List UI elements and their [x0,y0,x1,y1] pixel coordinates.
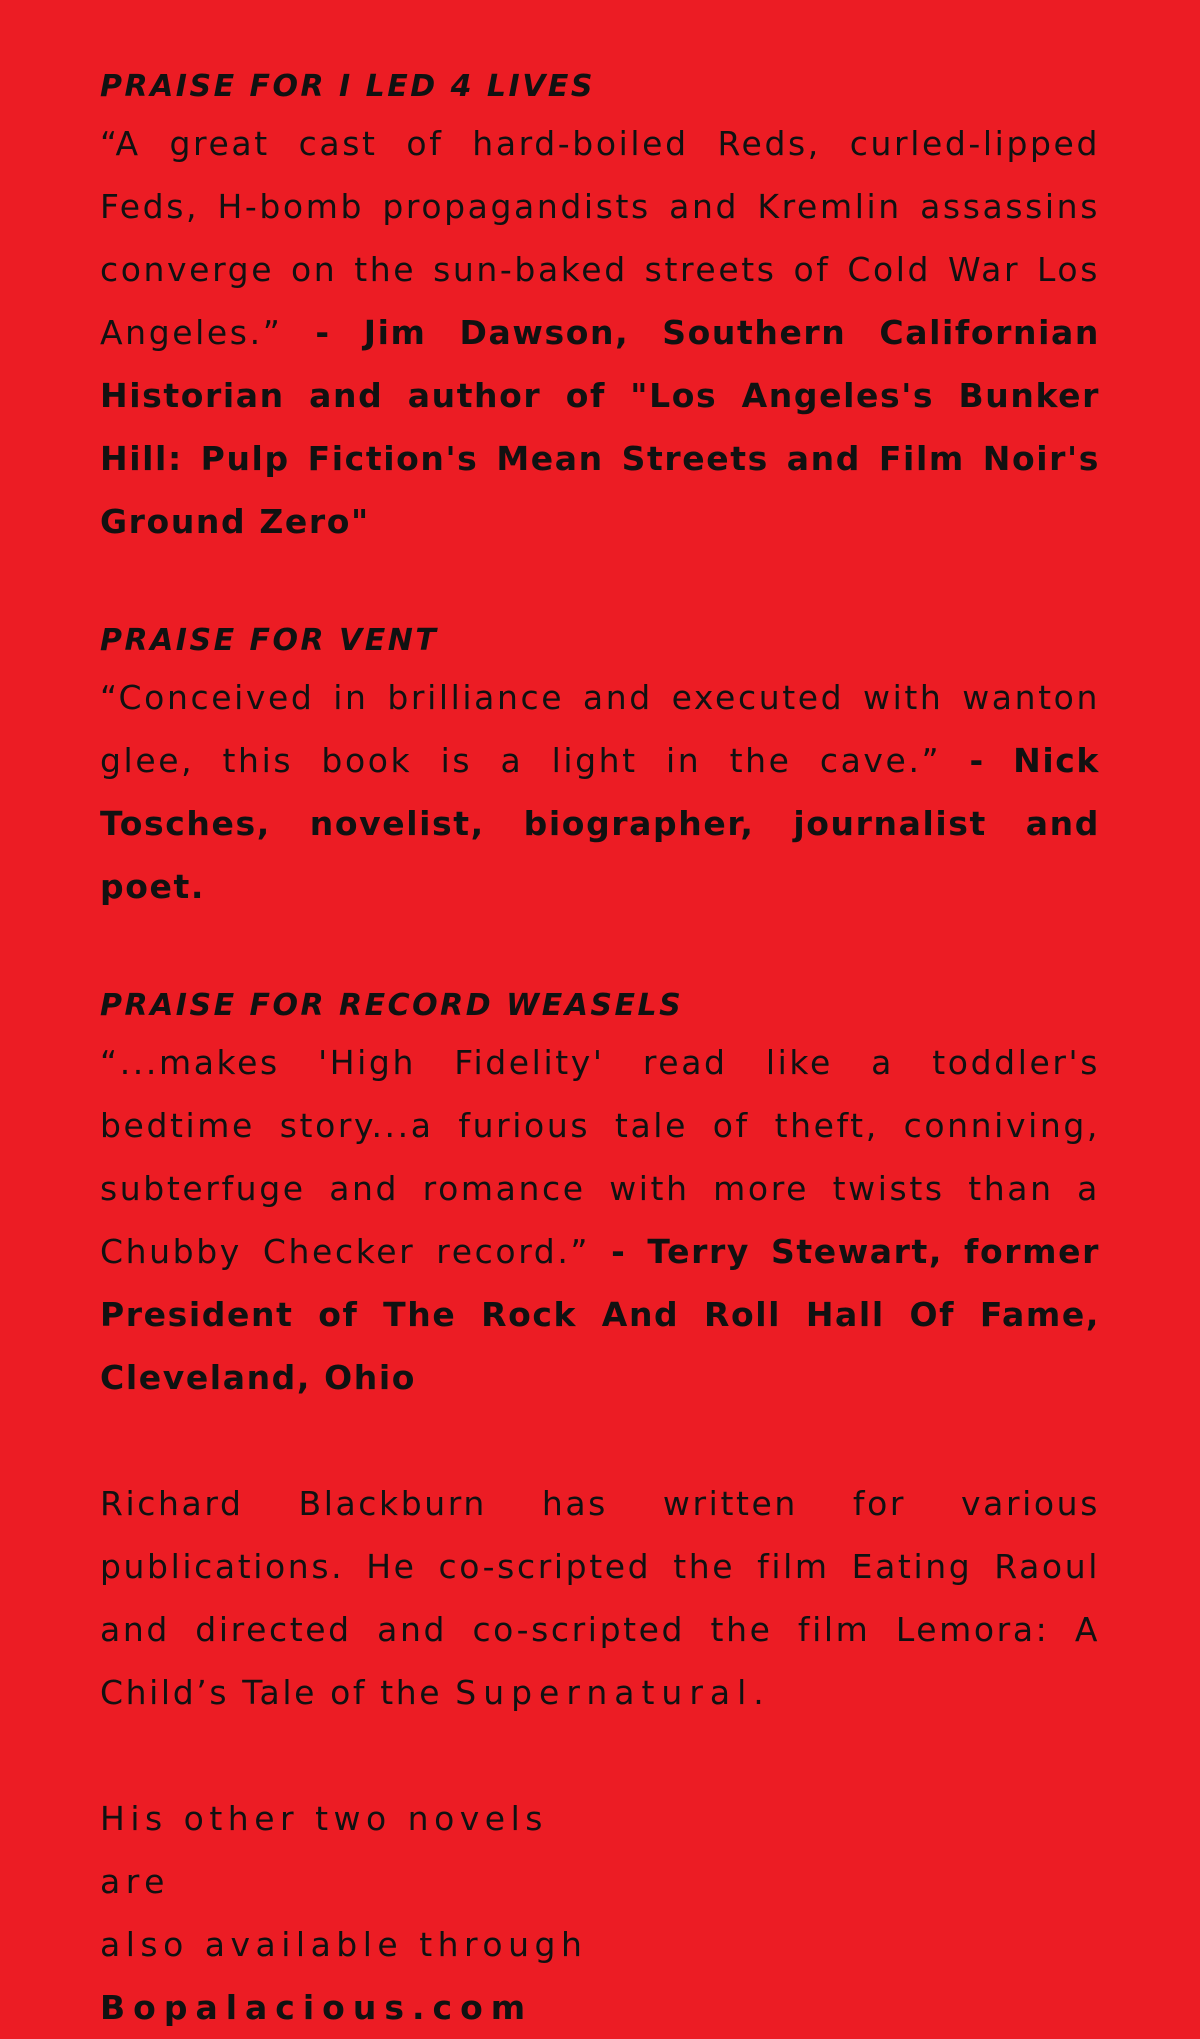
website-link[interactable]: Bopalacious.com [100,1988,534,2027]
section-heading: PRAISE FOR VENT [100,623,439,658]
praise-section-vent [100,616,1100,918]
review-quote [100,112,1100,553]
quote-text: “Conceived in brilliance and executed with wanton glee, this book is a light in the cave.” [100,678,1100,780]
review-quote [100,1031,1100,1409]
author-bio [100,1472,1100,1724]
section-heading: PRAISE FOR I LED 4 LIVES [100,69,596,104]
spacer [100,1409,1100,1472]
review-quote [100,666,1100,918]
bio-text: Richard Blackburn has written for various publications. He co-scripted the film Eating Raoul and directed and co-scripted the film Lemora: A Child’s Tale of the [100,1484,1100,1712]
section-heading: PRAISE FOR RECORD WEASELS [100,988,684,1023]
quote-attribution: - Jim Dawson, Southern Californian Historian and author of "Los Angeles's Bunker Hill: Pulp Fiction's Mean Streets and Film Noir's Ground Zero" [100,313,1100,541]
availability-line-1: His other two novels are [100,1799,548,1901]
quote-text: “...makes 'High Fidelity' read like a toddler's bedtime story...a furious tale of theft, conniving, subterfuge and romance with more twists than a Chubby Checker record.” [100,1043,1100,1271]
quote-attribution: - Nick Tosches, novelist, biographer, journalist and poet. [100,741,1100,906]
bio-last-word: Supernatural. [455,1673,771,1712]
quote-text: “A great cast of hard-boiled Reds, curled-lipped Feds, H-bomb propagandists and Kremlin assassins converge on the sun-baked streets of Cold War Los Angeles.” [100,124,1100,352]
spacer [100,918,1100,981]
availability-note [100,1787,620,2039]
praise-section-i-led-4-lives [100,62,1100,553]
spacer [100,1724,1100,1787]
quote-attribution: - Terry Stewart, former President of The Rock And Roll Hall Of Fame, Cleveland, Ohio [100,1232,1101,1397]
availability-line-2: also available through [100,1925,588,1964]
spacer [100,553,1100,616]
praise-section-record-weasels [100,981,1100,1409]
